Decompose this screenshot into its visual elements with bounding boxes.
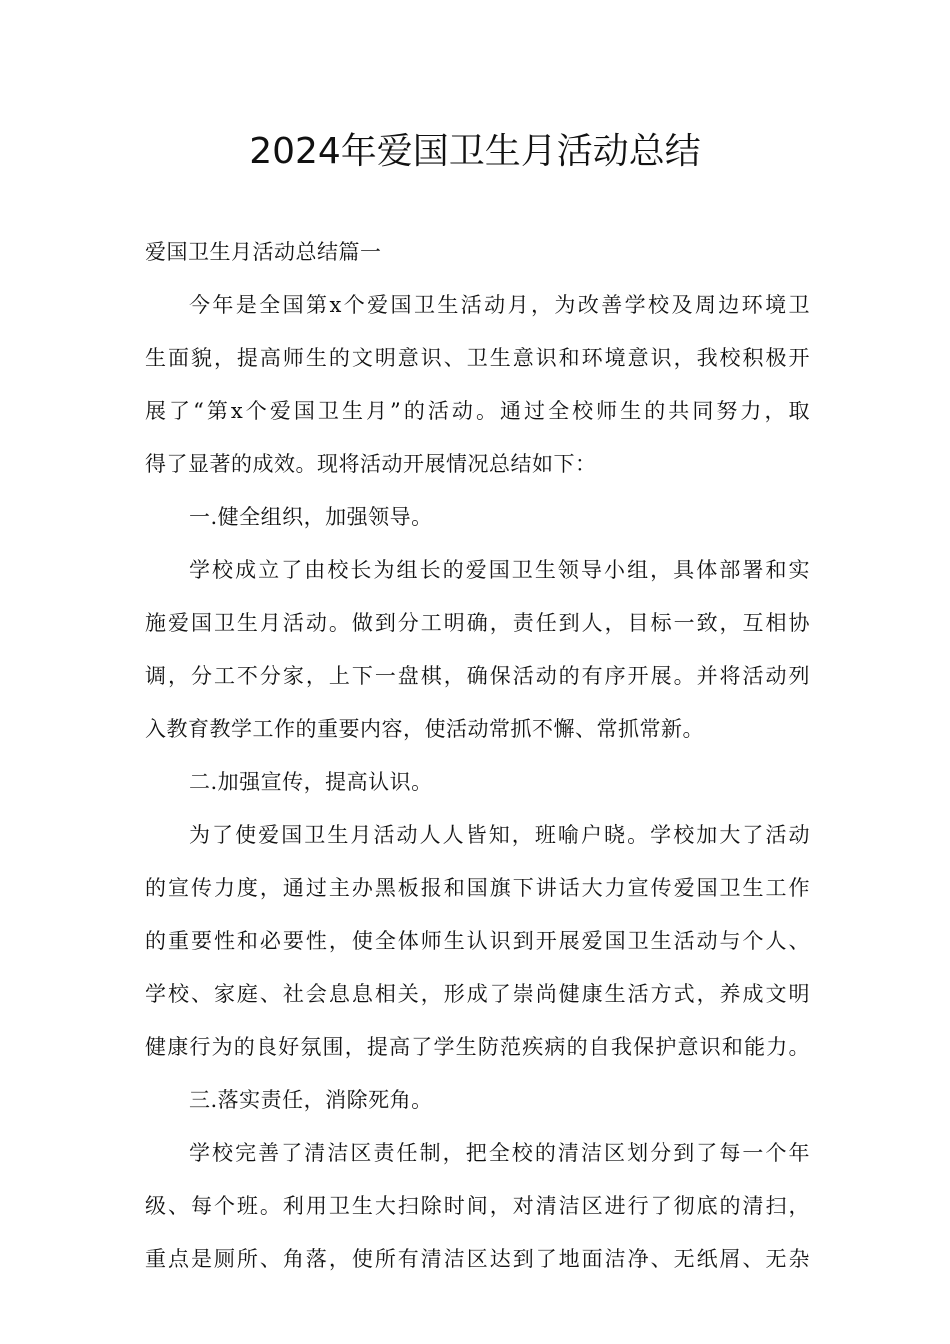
text-line: 的宣传力度，通过主办黑板报和国旗下讲话大力宣传爱国卫生工作	[145, 876, 810, 900]
text-line: 为了使爱国卫生月活动人人皆知，班喻户晓。学校加大了活动	[189, 823, 810, 847]
text-line: 爱国卫生月活动总结篇一	[145, 240, 382, 264]
text-line: 得了显著的成效。现将活动开展情况总结如下：	[145, 452, 597, 476]
text-line: 三.落实责任，消除死角。	[189, 1088, 433, 1112]
document-title: 2024年爱国卫生月活动总结	[249, 131, 701, 172]
text-line: 展了“第x个爱国卫生月”的活动。通过全校师生的共同努力，取	[145, 399, 810, 423]
text-line: 重点是厕所、角落，使所有清洁区达到了地面洁净、无纸屑、无杂	[145, 1247, 810, 1271]
text-line: 生面貌，提高师生的文明意识、卫生意识和环境意识，我校积极开	[145, 346, 810, 370]
text-line: 二.加强宣传，提高认识。	[189, 770, 433, 794]
text-line: 学校、家庭、社会息息相关，形成了崇尚健康生活方式，养成文明	[145, 982, 810, 1006]
text-line: 入教育教学工作的重要内容，使活动常抓不懈、常抓常新。	[145, 717, 704, 741]
text-line: 学校成立了由校长为组长的爱国卫生领导小组，具体部署和实	[189, 558, 810, 582]
text-line: 的重要性和必要性，使全体师生认识到开展爱国卫生活动与个人、	[145, 929, 810, 953]
text-line: 学校完善了清洁区责任制，把全校的清洁区划分到了每一个年	[189, 1141, 810, 1165]
text-line: 级、每个班。利用卫生大扫除时间，对清洁区进行了彻底的清扫，	[145, 1194, 810, 1218]
text-line: 今年是全国第x个爱国卫生活动月，为改善学校及周边环境卫	[189, 293, 810, 317]
text-line: 施爱国卫生月活动。做到分工明确，责任到人，目标一致，互相协	[145, 611, 810, 635]
text-line: 调，分工不分家，上下一盘棋，确保活动的有序开展。并将活动列	[145, 664, 810, 688]
document-body	[145, 226, 810, 1286]
text-line: 健康行为的良好氛围，提高了学生防范疾病的自我保护意识和能力。	[145, 1035, 810, 1059]
text-line: 一.健全组织，加强领导。	[189, 505, 433, 529]
